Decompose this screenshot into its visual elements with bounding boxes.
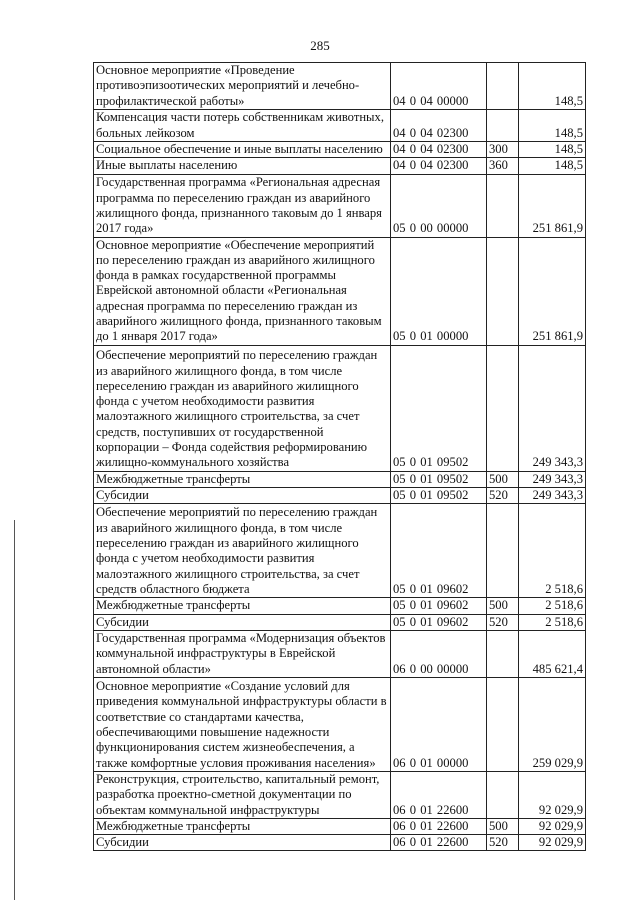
row-code: 05 0 01 09602 bbox=[391, 504, 487, 598]
row-name: Основное мероприятие «Проведение противоэпизоотических мероприятий и лечебно-профилактической работы» bbox=[94, 63, 391, 110]
table-row bbox=[94, 504, 586, 598]
row-expense-type: 500 bbox=[487, 471, 519, 487]
row-name: Социальное обеспечение и иные выплаты населению bbox=[94, 142, 391, 158]
table-row bbox=[94, 487, 586, 503]
row-expense-type bbox=[487, 771, 519, 818]
row-expense-type: 520 bbox=[487, 614, 519, 630]
row-amount: 259 029,9 bbox=[519, 677, 586, 771]
row-code: 06 0 01 00000 bbox=[391, 677, 487, 771]
row-code: 04 0 04 02300 bbox=[391, 142, 487, 158]
table-row bbox=[94, 835, 586, 851]
row-name: Межбюджетные трансферты bbox=[94, 598, 391, 614]
table-row bbox=[94, 237, 586, 345]
row-name: Субсидии bbox=[94, 835, 391, 851]
row-name: Обеспечение мероприятий по переселению граждан из аварийного жилищного фонда, в том числе переселению граждан из аварийного жилищного фонда с учетом необходимости развития малоэтажного жилищного строительства, за счет средств областного бюджета bbox=[94, 504, 391, 598]
table-row bbox=[94, 345, 586, 471]
row-code: 04 0 04 02300 bbox=[391, 158, 487, 174]
table-row bbox=[94, 63, 586, 110]
row-amount: 148,5 bbox=[519, 63, 586, 110]
row-expense-type: 500 bbox=[487, 598, 519, 614]
row-name: Обеспечение мероприятий по переселению граждан из аварийного жилищного фонда, в том числе переселению граждан из аварийного жилищного фонда с учетом необходимости развития малоэтажного жилищного строительства, за счет средств, поступивших от государственной корпорации – Фонда содействия реформированию жилищно-коммунального хозяйства bbox=[94, 345, 391, 471]
row-amount: 485 621,4 bbox=[519, 630, 586, 677]
row-amount: 249 343,3 bbox=[519, 345, 586, 471]
budget-table bbox=[93, 62, 586, 851]
row-expense-type bbox=[487, 345, 519, 471]
row-code: 06 0 00 00000 bbox=[391, 630, 487, 677]
row-amount: 2 518,6 bbox=[519, 598, 586, 614]
row-name: Реконструкция, строительство, капитальный ремонт, разработка проектно-сметной документации по объектам коммунальной инфраструктуры bbox=[94, 771, 391, 818]
row-code: 05 0 01 09602 bbox=[391, 598, 487, 614]
row-name: Межбюджетные трансферты bbox=[94, 471, 391, 487]
row-name: Межбюджетные трансферты bbox=[94, 818, 391, 834]
row-expense-type bbox=[487, 677, 519, 771]
row-amount: 249 343,3 bbox=[519, 487, 586, 503]
table-row bbox=[94, 174, 586, 237]
row-name: Компенсация части потерь собственникам животных, больных лейкозом bbox=[94, 110, 391, 142]
table-row bbox=[94, 677, 586, 771]
table-row bbox=[94, 818, 586, 834]
row-name: Субсидии bbox=[94, 487, 391, 503]
row-expense-type bbox=[487, 63, 519, 110]
row-code: 05 0 01 09502 bbox=[391, 345, 487, 471]
row-code: 05 0 00 00000 bbox=[391, 174, 487, 237]
row-amount: 92 029,9 bbox=[519, 835, 586, 851]
table-row bbox=[94, 142, 586, 158]
row-code: 05 0 01 09602 bbox=[391, 614, 487, 630]
row-expense-type bbox=[487, 630, 519, 677]
row-code: 05 0 01 00000 bbox=[391, 237, 487, 345]
row-amount: 92 029,9 bbox=[519, 771, 586, 818]
table-row bbox=[94, 771, 586, 818]
row-name: Основное мероприятие «Обеспечение мероприятий по переселению граждан из аварийного жилищного фонда в рамках государственной программы Еврейской автономной области «Региональная адресная программа по переселению граждан из аварийного жилищного фонда, признанного таковым до 1 января 2017 года» bbox=[94, 237, 391, 345]
row-code: 06 0 01 22600 bbox=[391, 818, 487, 834]
row-amount: 148,5 bbox=[519, 158, 586, 174]
row-expense-type: 300 bbox=[487, 142, 519, 158]
row-amount: 249 343,3 bbox=[519, 471, 586, 487]
row-code: 05 0 01 09502 bbox=[391, 487, 487, 503]
row-amount: 148,5 bbox=[519, 110, 586, 142]
row-code: 05 0 01 09502 bbox=[391, 471, 487, 487]
row-amount: 92 029,9 bbox=[519, 818, 586, 834]
row-expense-type bbox=[487, 237, 519, 345]
table-row bbox=[94, 630, 586, 677]
row-amount: 148,5 bbox=[519, 142, 586, 158]
row-expense-type: 500 bbox=[487, 818, 519, 834]
row-expense-type bbox=[487, 110, 519, 142]
row-expense-type bbox=[487, 504, 519, 598]
row-name: Субсидии bbox=[94, 614, 391, 630]
row-expense-type: 520 bbox=[487, 487, 519, 503]
row-amount: 2 518,6 bbox=[519, 504, 586, 598]
row-amount: 251 861,9 bbox=[519, 237, 586, 345]
row-amount: 2 518,6 bbox=[519, 614, 586, 630]
table-row bbox=[94, 614, 586, 630]
row-expense-type: 520 bbox=[487, 835, 519, 851]
scan-margin-line bbox=[14, 520, 15, 900]
page-number: 285 bbox=[310, 38, 330, 53]
row-expense-type: 360 bbox=[487, 158, 519, 174]
table-row bbox=[94, 158, 586, 174]
table-row bbox=[94, 471, 586, 487]
table-row bbox=[94, 598, 586, 614]
row-name: Государственная программа «Региональная адресная программа по переселению граждан из аварийного жилищного фонда, признанного таковым до 1 января 2017 года» bbox=[94, 174, 391, 237]
row-amount: 251 861,9 bbox=[519, 174, 586, 237]
table-row bbox=[94, 110, 586, 142]
row-code: 04 0 04 02300 bbox=[391, 110, 487, 142]
row-code: 04 0 04 00000 bbox=[391, 63, 487, 110]
row-name: Государственная программа «Модернизация объектов коммунальной инфраструктуры в Еврейской автономной области» bbox=[94, 630, 391, 677]
row-code: 06 0 01 22600 bbox=[391, 771, 487, 818]
row-code: 06 0 01 22600 bbox=[391, 835, 487, 851]
row-name: Иные выплаты населению bbox=[94, 158, 391, 174]
row-name: Основное мероприятие «Создание условий для приведения коммунальной инфраструктуры области в соответствие со стандартами качества, обеспечивающими повышение надежности функционирования систем жизнеобеспечения, а также комфортные условия проживания населения» bbox=[94, 677, 391, 771]
row-expense-type bbox=[487, 174, 519, 237]
